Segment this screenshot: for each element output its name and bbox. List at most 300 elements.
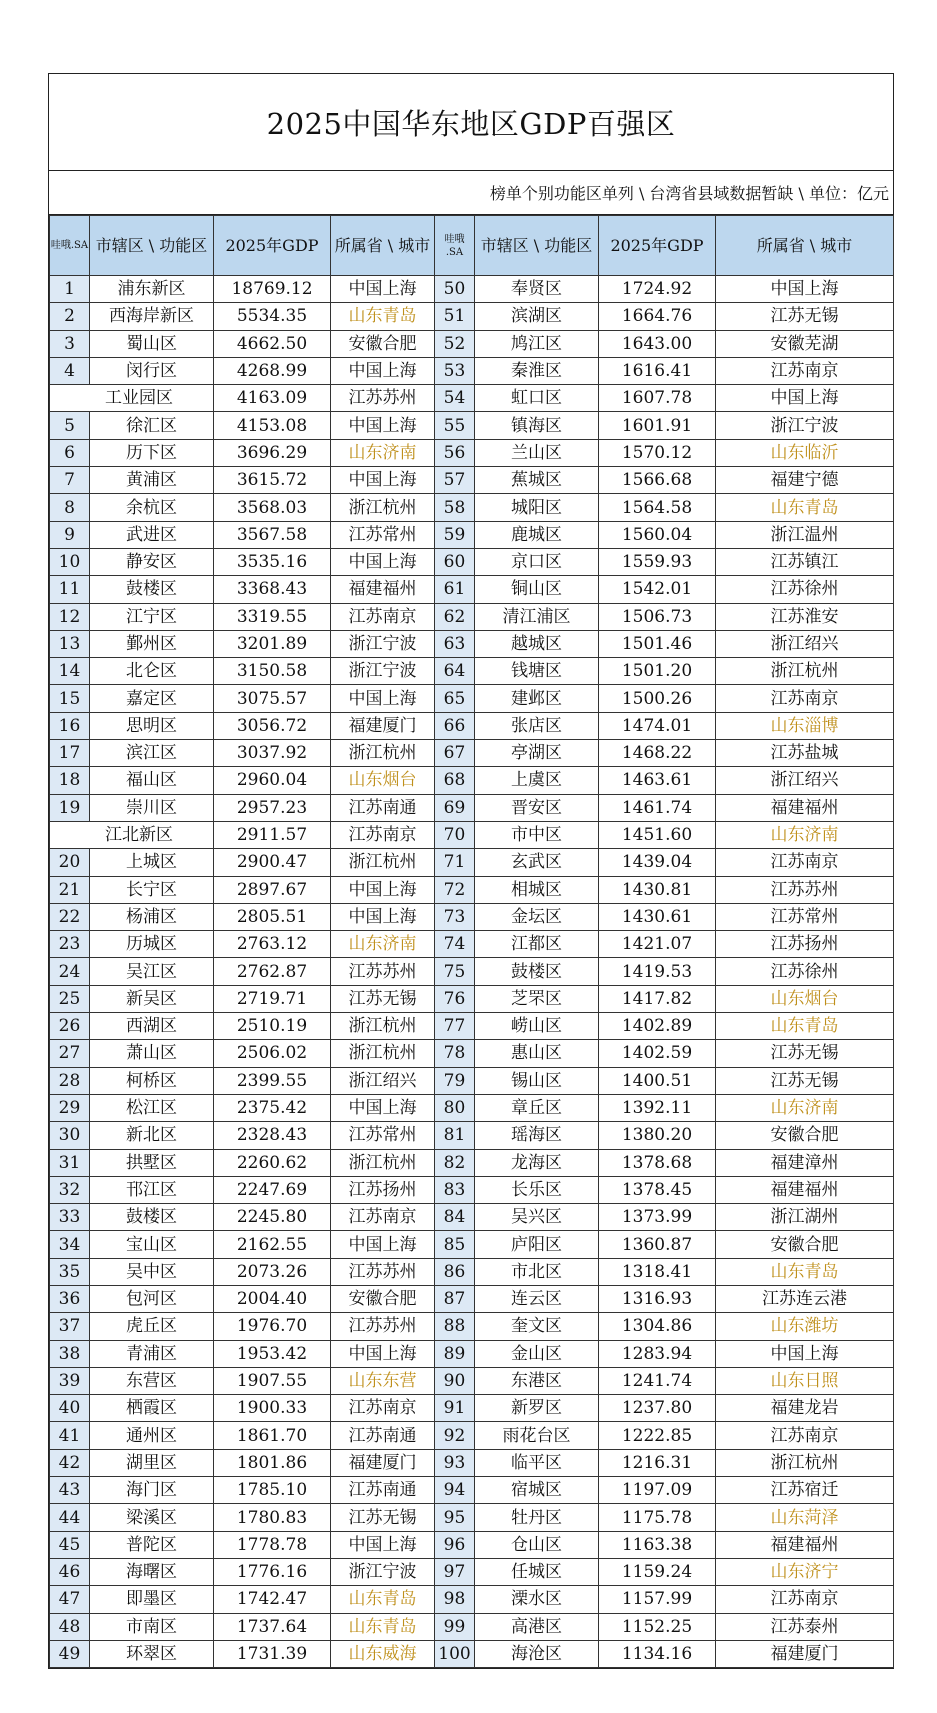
rank-cell: 28: [50, 1067, 90, 1094]
city-cell: 江苏扬州: [716, 931, 894, 958]
rank-cell: 76: [435, 985, 475, 1012]
city-cell: 山东烟台: [716, 985, 894, 1012]
rank-cell: 53: [435, 357, 475, 384]
district-cell: 张店区: [475, 712, 599, 739]
rank-cell: 70: [435, 821, 475, 848]
table-row: [50, 630, 894, 657]
city-cell: 福建漳州: [716, 1149, 894, 1176]
rank-cell: 19: [50, 794, 90, 821]
city-cell: 山东济南: [331, 439, 435, 466]
city-cell: 中国上海: [331, 1531, 435, 1558]
rank-cell: 99: [435, 1613, 475, 1640]
rank-cell: 61: [435, 576, 475, 603]
district-cell: 吴江区: [90, 958, 214, 985]
gdp-cell: 4163.09: [214, 385, 331, 412]
district-cell: 长宁区: [90, 876, 214, 903]
district-cell: 临平区: [475, 1449, 599, 1476]
district-cell: 崇川区: [90, 794, 214, 821]
rank-cell: 46: [50, 1558, 90, 1585]
gdp-cell: 1304.86: [599, 1313, 716, 1340]
district-cell: 鹿城区: [475, 521, 599, 548]
gdp-cell: 1360.87: [599, 1231, 716, 1258]
district-cell: 西海岸新区: [90, 303, 214, 330]
gdp-cell: 2245.80: [214, 1204, 331, 1231]
rank-cell: 32: [50, 1176, 90, 1203]
district-cell: 滨江区: [90, 740, 214, 767]
table-row: [50, 1285, 894, 1312]
gdp-cell: 2960.04: [214, 767, 331, 794]
table-row: [50, 1258, 894, 1285]
rank-cell: 65: [435, 685, 475, 712]
table-row: [50, 794, 894, 821]
district-cell: 仓山区: [475, 1531, 599, 1558]
table-row: [50, 576, 894, 603]
city-cell: 中国上海: [331, 357, 435, 384]
gdp-cell: 1570.12: [599, 439, 716, 466]
district-cell: 闵行区: [90, 357, 214, 384]
city-cell: 浙江杭州: [331, 849, 435, 876]
rank-cell: 79: [435, 1067, 475, 1094]
city-cell: 山东东营: [331, 1367, 435, 1394]
district-cell: 越城区: [475, 630, 599, 657]
gdp-cell: 4268.99: [214, 357, 331, 384]
gdp-cell: 1900.33: [214, 1395, 331, 1422]
district-cell: 浦东新区: [90, 276, 214, 303]
rank-cell: 66: [435, 712, 475, 739]
district-cell: 江都区: [475, 931, 599, 958]
city-cell: 安徽合肥: [716, 1122, 894, 1149]
district-cell: 普陀区: [90, 1531, 214, 1558]
district-cell: 余杭区: [90, 494, 214, 521]
gdp-cell: 2763.12: [214, 931, 331, 958]
rank-cell: 54: [435, 385, 475, 412]
gdp-cell: 1197.09: [599, 1477, 716, 1504]
rank-cell: 87: [435, 1285, 475, 1312]
table-row: [50, 1504, 894, 1531]
district-cell: 黄浦区: [90, 467, 214, 494]
district-cell: 海曙区: [90, 1558, 214, 1585]
gdp-cell: 3696.29: [214, 439, 331, 466]
gdp-header-right: 2025年GDP: [599, 216, 716, 276]
table-row: [50, 385, 894, 412]
city-cell: 山东日照: [716, 1367, 894, 1394]
table-row: [50, 767, 894, 794]
city-cell: 江苏苏州: [716, 876, 894, 903]
city-cell: 中国上海: [716, 385, 894, 412]
gdp-cell: 1643.00: [599, 330, 716, 357]
city-cell: 江苏南通: [331, 1422, 435, 1449]
rank-cell: 64: [435, 658, 475, 685]
city-cell: 江苏常州: [716, 903, 894, 930]
gdp-cell: 2375.42: [214, 1094, 331, 1121]
district-cell: 东港区: [475, 1367, 599, 1394]
city-cell: 浙江宁波: [331, 1558, 435, 1585]
gdp-cell: 1500.26: [599, 685, 716, 712]
rank-cell: 25: [50, 985, 90, 1012]
rank-cell: 85: [435, 1231, 475, 1258]
district-cell: 牡丹区: [475, 1504, 599, 1531]
district-cell: 邗江区: [90, 1176, 214, 1203]
city-cell: 山东青岛: [331, 303, 435, 330]
gdp-cell: 1731.39: [214, 1640, 331, 1667]
district-cell: 工业园区: [50, 385, 214, 412]
table-row: [50, 1231, 894, 1258]
gdp-cell: 1159.24: [599, 1558, 716, 1585]
page-title: 2025中国华东地区GDP百强区: [266, 106, 676, 141]
city-header-right: 所属省 \ 城市: [716, 216, 894, 276]
rank-cell: 67: [435, 740, 475, 767]
rank-cell: 1: [50, 276, 90, 303]
table-row: [50, 1176, 894, 1203]
district-cell: 章丘区: [475, 1094, 599, 1121]
city-cell: 浙江绍兴: [716, 630, 894, 657]
district-cell: 海门区: [90, 1477, 214, 1504]
city-cell: 山东临沂: [716, 439, 894, 466]
rank-cell: 6: [50, 439, 90, 466]
gdp-cell: 1378.45: [599, 1176, 716, 1203]
rank-cell: 86: [435, 1258, 475, 1285]
rank-cell: 84: [435, 1204, 475, 1231]
district-cell: 金坛区: [475, 903, 599, 930]
rank-cell: 98: [435, 1586, 475, 1613]
district-cell: 青浦区: [90, 1340, 214, 1367]
rank-cell: 62: [435, 603, 475, 630]
rank-cell: 16: [50, 712, 90, 739]
rank-cell: 80: [435, 1094, 475, 1121]
rank-cell: 51: [435, 303, 475, 330]
gdp-table: [49, 215, 894, 1668]
rank-cell: 14: [50, 658, 90, 685]
gdp-cell: 4153.08: [214, 412, 331, 439]
table-row: [50, 1094, 894, 1121]
city-cell: 江苏南京: [716, 1422, 894, 1449]
city-cell: 山东淄博: [716, 712, 894, 739]
gdp-cell: 1737.64: [214, 1613, 331, 1640]
gdp-cell: 1421.07: [599, 931, 716, 958]
table-row: [50, 1313, 894, 1340]
district-cell: 雨花台区: [475, 1422, 599, 1449]
rank-cell: 3: [50, 330, 90, 357]
city-cell: 江苏泰州: [716, 1613, 894, 1640]
gdp-cell: 1560.04: [599, 521, 716, 548]
city-cell: 浙江宁波: [331, 630, 435, 657]
city-cell: 江苏南通: [331, 794, 435, 821]
gdp-cell: 1237.80: [599, 1395, 716, 1422]
table-row: [50, 1531, 894, 1558]
rank-cell: 58: [435, 494, 475, 521]
gdp-cell: 3368.43: [214, 576, 331, 603]
district-cell: 吴兴区: [475, 1204, 599, 1231]
table-row: [50, 1013, 894, 1040]
table-row: [50, 958, 894, 985]
rank-cell: 52: [435, 330, 475, 357]
rank-header-right: 哇哦 .SA: [435, 216, 475, 276]
district-cell: 松江区: [90, 1094, 214, 1121]
district-cell: 长乐区: [475, 1176, 599, 1203]
rank-cell: 92: [435, 1422, 475, 1449]
district-cell: 宝山区: [90, 1231, 214, 1258]
gdp-cell: 2399.55: [214, 1067, 331, 1094]
table-row: [50, 548, 894, 575]
gdp-cell: 1241.74: [599, 1367, 716, 1394]
rank-cell: 81: [435, 1122, 475, 1149]
table-row: [50, 1586, 894, 1613]
rank-cell: 77: [435, 1013, 475, 1040]
rank-cell: 26: [50, 1013, 90, 1040]
city-cell: 福建厦门: [331, 1449, 435, 1476]
table-row: [50, 1395, 894, 1422]
gdp-cell: 2719.71: [214, 985, 331, 1012]
city-cell: 浙江杭州: [331, 494, 435, 521]
gdp-cell: 3615.72: [214, 467, 331, 494]
city-cell: 浙江宁波: [716, 412, 894, 439]
city-cell: 中国上海: [331, 467, 435, 494]
city-cell: 江苏南京: [716, 849, 894, 876]
district-cell: 虎丘区: [90, 1313, 214, 1340]
district-cell: 镇海区: [475, 412, 599, 439]
rank-cell: 12: [50, 603, 90, 630]
district-cell: 铜山区: [475, 576, 599, 603]
rank-cell: 88: [435, 1313, 475, 1340]
city-cell: 浙江杭州: [331, 740, 435, 767]
district-cell: 市南区: [90, 1613, 214, 1640]
gdp-cell: 5534.35: [214, 303, 331, 330]
rank-header: 哇哦.SA: [50, 216, 90, 276]
city-cell: 江苏扬州: [331, 1176, 435, 1203]
city-cell: 江苏无锡: [716, 1040, 894, 1067]
city-cell: 山东济南: [331, 931, 435, 958]
district-cell: 相城区: [475, 876, 599, 903]
gdp-cell: 1724.92: [599, 276, 716, 303]
city-cell: 江苏南京: [331, 1395, 435, 1422]
gdp-cell: 3319.55: [214, 603, 331, 630]
city-cell: 中国上海: [331, 412, 435, 439]
gdp-cell: 1430.81: [599, 876, 716, 903]
district-cell: 杨浦区: [90, 903, 214, 930]
table-row: [50, 521, 894, 548]
gdp-cell: 1283.94: [599, 1340, 716, 1367]
district-cell: 西湖区: [90, 1013, 214, 1040]
rank-cell: 75: [435, 958, 475, 985]
district-cell: 武进区: [90, 521, 214, 548]
city-cell: 江苏无锡: [716, 1067, 894, 1094]
rank-cell: 68: [435, 767, 475, 794]
district-cell: 湖里区: [90, 1449, 214, 1476]
gdp-cell: 2328.43: [214, 1122, 331, 1149]
city-cell: 江苏宿迁: [716, 1477, 894, 1504]
city-cell: 福建福州: [716, 794, 894, 821]
rank-cell: 83: [435, 1176, 475, 1203]
rank-cell: 30: [50, 1122, 90, 1149]
rank-cell: 47: [50, 1586, 90, 1613]
gdp-cell: 2900.47: [214, 849, 331, 876]
rank-cell: 93: [435, 1449, 475, 1476]
district-header: 市辖区 \ 功能区: [90, 216, 214, 276]
city-cell: 中国上海: [331, 685, 435, 712]
table-row: [50, 494, 894, 521]
title-row: [49, 74, 893, 171]
rank-cell: 22: [50, 903, 90, 930]
rank-cell: 49: [50, 1640, 90, 1667]
gdp-cell: 1378.68: [599, 1149, 716, 1176]
rank-cell: 36: [50, 1285, 90, 1312]
gdp-cell: 1506.73: [599, 603, 716, 630]
gdp-cell: 2762.87: [214, 958, 331, 985]
district-cell: 滨湖区: [475, 303, 599, 330]
district-cell: 任城区: [475, 1558, 599, 1585]
table-row: [50, 439, 894, 466]
gdp-cell: 1976.70: [214, 1313, 331, 1340]
rank-cell: 72: [435, 876, 475, 903]
table-row: [50, 712, 894, 739]
rank-cell: 74: [435, 931, 475, 958]
city-cell: 福建福州: [331, 576, 435, 603]
rank-cell: 90: [435, 1367, 475, 1394]
city-cell: 福建福州: [716, 1531, 894, 1558]
city-cell: 福建宁德: [716, 467, 894, 494]
table-row: [50, 303, 894, 330]
rank-cell: 5: [50, 412, 90, 439]
district-cell: 徐汇区: [90, 412, 214, 439]
rank-cell: 41: [50, 1422, 90, 1449]
ranking-sheet: [48, 73, 894, 1669]
district-cell: 通州区: [90, 1422, 214, 1449]
city-cell: 江苏连云港: [716, 1285, 894, 1312]
rank-cell: 55: [435, 412, 475, 439]
gdp-cell: 1607.78: [599, 385, 716, 412]
city-cell: 江苏南京: [716, 1586, 894, 1613]
rank-cell: 34: [50, 1231, 90, 1258]
rank-cell: 42: [50, 1449, 90, 1476]
district-cell: 栖霞区: [90, 1395, 214, 1422]
gdp-cell: 1468.22: [599, 740, 716, 767]
table-row: [50, 467, 894, 494]
rank-cell: 59: [435, 521, 475, 548]
district-cell: 晋安区: [475, 794, 599, 821]
city-cell: 江苏徐州: [716, 958, 894, 985]
gdp-cell: 1785.10: [214, 1477, 331, 1504]
district-cell: 东营区: [90, 1367, 214, 1394]
city-cell: 福建福州: [716, 1176, 894, 1203]
rank-cell: 60: [435, 548, 475, 575]
gdp-cell: 1400.51: [599, 1067, 716, 1094]
district-cell: 高港区: [475, 1613, 599, 1640]
rank-cell: 8: [50, 494, 90, 521]
district-cell: 上虞区: [475, 767, 599, 794]
gdp-cell: 3150.58: [214, 658, 331, 685]
district-cell: 蕉城区: [475, 467, 599, 494]
rank-cell: 91: [435, 1395, 475, 1422]
city-cell: 中国上海: [716, 276, 894, 303]
city-cell: 中国上海: [331, 876, 435, 903]
rank-cell: 97: [435, 1558, 475, 1585]
table-row: [50, 1640, 894, 1667]
city-cell: 江苏南京: [716, 685, 894, 712]
city-cell: 中国上海: [716, 1340, 894, 1367]
city-cell: 江苏盐城: [716, 740, 894, 767]
rank-cell: 27: [50, 1040, 90, 1067]
rank-cell: 56: [435, 439, 475, 466]
district-cell: 包河区: [90, 1285, 214, 1312]
district-cell: 江宁区: [90, 603, 214, 630]
district-cell: 崂山区: [475, 1013, 599, 1040]
city-cell: 中国上海: [331, 1340, 435, 1367]
gdp-cell: 1566.68: [599, 467, 716, 494]
gdp-cell: 2162.55: [214, 1231, 331, 1258]
district-cell: 金山区: [475, 1340, 599, 1367]
city-cell: 山东青岛: [331, 1613, 435, 1640]
gdp-cell: 2004.40: [214, 1285, 331, 1312]
gdp-cell: 1175.78: [599, 1504, 716, 1531]
subtitle-row: [49, 171, 893, 215]
rank-cell: 33: [50, 1204, 90, 1231]
district-cell: 江北新区: [50, 821, 214, 848]
gdp-cell: 1463.61: [599, 767, 716, 794]
city-cell: 江苏无锡: [331, 985, 435, 1012]
rank-cell: 94: [435, 1477, 475, 1504]
district-header-right: 市辖区 \ 功能区: [475, 216, 599, 276]
subtitle-note: 榜单个别功能区单列 \ 台湾省县域数据暂缺 \ 单位：亿元: [489, 184, 889, 203]
rank-cell: 39: [50, 1367, 90, 1394]
city-cell: 江苏常州: [331, 1122, 435, 1149]
rank-cell: 37: [50, 1313, 90, 1340]
city-header: 所属省 \ 城市: [331, 216, 435, 276]
city-cell: 江苏南京: [331, 1204, 435, 1231]
gdp-cell: 1163.38: [599, 1531, 716, 1558]
city-cell: 浙江绍兴: [331, 1067, 435, 1094]
district-cell: 北仑区: [90, 658, 214, 685]
gdp-cell: 2506.02: [214, 1040, 331, 1067]
gdp-cell: 1380.20: [599, 1122, 716, 1149]
rank-cell: 69: [435, 794, 475, 821]
rank-cell: 31: [50, 1149, 90, 1176]
district-cell: 兰山区: [475, 439, 599, 466]
city-cell: 安徽合肥: [331, 1285, 435, 1312]
table-row: [50, 1449, 894, 1476]
city-cell: 江苏无锡: [331, 1504, 435, 1531]
gdp-header: 2025年GDP: [214, 216, 331, 276]
gdp-cell: 1601.91: [599, 412, 716, 439]
city-cell: 江苏淮安: [716, 603, 894, 630]
district-cell: 拱墅区: [90, 1149, 214, 1176]
city-cell: 山东济南: [716, 1094, 894, 1121]
city-cell: 山东菏泽: [716, 1504, 894, 1531]
gdp-cell: 3037.92: [214, 740, 331, 767]
table-row: [50, 1340, 894, 1367]
district-cell: 奎文区: [475, 1313, 599, 1340]
gdp-cell: 2073.26: [214, 1258, 331, 1285]
district-cell: 建邺区: [475, 685, 599, 712]
table-row: [50, 821, 894, 848]
district-cell: 市北区: [475, 1258, 599, 1285]
city-cell: 浙江杭州: [716, 658, 894, 685]
table-row: [50, 276, 894, 303]
rank-cell: 23: [50, 931, 90, 958]
city-cell: 中国上海: [331, 1231, 435, 1258]
district-cell: 锡山区: [475, 1067, 599, 1094]
city-cell: 安徽合肥: [716, 1231, 894, 1258]
gdp-cell: 1801.86: [214, 1449, 331, 1476]
rank-cell: 11: [50, 576, 90, 603]
table-row: [50, 985, 894, 1012]
city-cell: 江苏苏州: [331, 1313, 435, 1340]
table-row: [50, 1122, 894, 1149]
district-cell: 清江浦区: [475, 603, 599, 630]
table-row: [50, 1367, 894, 1394]
city-cell: 江苏镇江: [716, 548, 894, 575]
gdp-cell: 1501.46: [599, 630, 716, 657]
district-cell: 新吴区: [90, 985, 214, 1012]
